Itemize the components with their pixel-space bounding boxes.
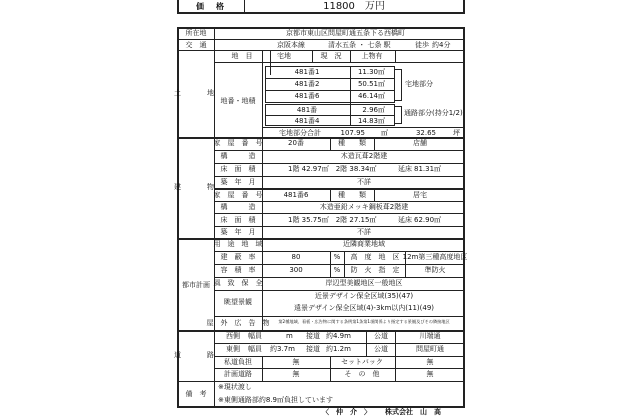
- lot-no: 481番2: [294, 80, 320, 88]
- yoseki-value: 300: [289, 266, 303, 274]
- kodo-value: 12m第三種高度地区: [402, 253, 468, 261]
- kokoku-value: 第2種地域、看板・広告物に関する条例第1条第1項関係より指定する景観及びその隣接地区: [278, 319, 450, 324]
- location-value: 京都市東山区問屋町通五条下る西橋町: [286, 29, 405, 37]
- nobe-value: 62.90㎡: [414, 216, 442, 224]
- total-sqm: 107.95: [340, 129, 365, 137]
- road-contact-label: 接道: [306, 345, 320, 353]
- percent-unit: %: [333, 266, 341, 274]
- nen-value: 不詳: [357, 228, 371, 236]
- boka-label: 防 火 指 定: [350, 266, 400, 274]
- kenpei-label: 建 蔽 率: [220, 253, 256, 261]
- shurui-label: 種 類: [338, 139, 366, 147]
- shido-value: 無: [292, 358, 300, 366]
- road-width-label: 幅員: [248, 332, 262, 340]
- kaoku-label: 家 屋 番 号: [213, 191, 263, 199]
- road-contact-value: 約4.9m: [326, 332, 351, 340]
- road-width-value: 約3.7m: [270, 345, 295, 353]
- note-residential: 宅地部分: [405, 80, 433, 88]
- road-width-label: 幅員: [248, 345, 262, 353]
- lots-label: 地番・地積: [220, 97, 256, 105]
- lot-no: 481番: [296, 106, 318, 114]
- shurui-value: 店舗: [413, 139, 427, 147]
- lot-area: 11.30㎡: [357, 68, 385, 76]
- kenpei-value: 80: [291, 253, 301, 261]
- remarks-label: 備 考: [185, 390, 207, 398]
- broker-name: 株式会社 山 高: [385, 408, 441, 416]
- lot-area: 50.51㎡: [357, 80, 385, 88]
- yuka-label: 床 面 積: [220, 216, 256, 224]
- total-label: 宅地部分合計: [279, 129, 321, 137]
- lot-no: 481番1: [294, 68, 320, 76]
- remark-line: ※東側通路部約8.9㎡負担しています: [218, 396, 333, 404]
- nen-label: 築 年 月: [220, 178, 256, 186]
- buildings-section-label: 建 物: [174, 183, 218, 191]
- access-station: 清水五条 ・ 七条 駅: [328, 41, 391, 49]
- road-name: 川端通: [419, 332, 441, 340]
- genkyo-label: 現 況: [320, 52, 342, 60]
- genkyo-value: 上物有: [361, 52, 383, 60]
- price-label: 価 格: [196, 2, 226, 11]
- shido-label: 私道負担: [224, 358, 252, 366]
- other-value: 無: [426, 370, 434, 378]
- kozo-value: 木造亜鉛メッキ鋼板葺2階建: [319, 203, 409, 211]
- kozo-label: 構 造: [220, 203, 256, 211]
- nobe-label: 延床: [398, 216, 412, 224]
- keikaku-label: 計画道路: [224, 370, 252, 378]
- keikaku-value: 無: [292, 370, 300, 378]
- yoto-value: 近隣商業地域: [343, 240, 385, 248]
- shurui-value: 居宅: [413, 191, 427, 199]
- keikan-label: 眺望景観: [224, 298, 252, 306]
- location-label: 所在地: [185, 29, 207, 37]
- keikan-line1: 近景デザイン保全区域(35)(47): [314, 292, 414, 300]
- kodo-label: 高 度 地 区: [350, 253, 400, 261]
- road-type: 公道: [374, 332, 388, 340]
- nen-value: 不詳: [357, 178, 371, 186]
- total-tsubo: 32.65: [415, 129, 436, 137]
- nobe-label: 延床: [398, 165, 412, 173]
- kaoku-value: 20番: [288, 139, 304, 147]
- lot-no: 481番4: [294, 117, 320, 125]
- lot-area: 14.83㎡: [357, 117, 385, 125]
- kokoku-label: 屋 外 広 告 物: [206, 319, 270, 327]
- yuka-label: 床 面 積: [220, 165, 256, 173]
- road-contact-value: 約1.2m: [326, 345, 351, 353]
- road-contact-label: 接道: [306, 332, 320, 340]
- remark-line: ※現状渡し: [218, 383, 252, 391]
- broker-label: 〈 仲 介 〉: [322, 408, 371, 416]
- shurui-label: 種 類: [338, 191, 366, 199]
- price-value: 11800 万円: [323, 1, 385, 12]
- kozo-value: 木造瓦葺2階建: [340, 152, 388, 160]
- road-dir: 東側: [226, 345, 240, 353]
- road-width-value: m: [286, 332, 293, 340]
- planning-section-label: 都市計画: [182, 281, 210, 289]
- kozo-label: 構 造: [220, 152, 256, 160]
- yuka-value: 1階 42.97㎡ 2階 38.34㎡: [288, 165, 377, 173]
- percent-unit: %: [333, 253, 341, 261]
- setback-value: 無: [426, 358, 434, 366]
- keikan-line2: 遠景デザイン保全区域(4)-3km以内(11)(49): [293, 304, 435, 312]
- tsubo-unit: 坪: [453, 129, 460, 137]
- access-label: 交 通: [185, 41, 207, 49]
- access-line: 京阪本線: [277, 41, 305, 49]
- fuchi-label: 風 致 保 全: [213, 279, 263, 287]
- yoseki-label: 容 積 率: [220, 266, 256, 274]
- road-name: 問屋町通: [416, 345, 444, 353]
- nen-label: 築 年 月: [220, 228, 256, 236]
- yoto-label: 用 途 地 域: [213, 240, 263, 248]
- road-dir: 西側: [226, 332, 240, 340]
- kaoku-label: 家 屋 番 号: [213, 139, 263, 147]
- road-type: 公道: [374, 345, 388, 353]
- lot-area: 2.96㎡: [362, 106, 385, 114]
- nobe-value: 81.31㎡: [414, 165, 442, 173]
- access-walk-value: 約4分: [432, 41, 451, 49]
- sqm-unit: ㎡: [381, 129, 388, 137]
- chimoku-label: 地 目: [231, 52, 253, 60]
- kaoku-value: 481番6: [283, 191, 309, 199]
- lot-area: 46.14㎡: [357, 92, 385, 100]
- lot-no: 481番6: [294, 92, 320, 100]
- note-road: 通路部分(持分1/2): [404, 109, 463, 117]
- fuchi-value: 岸辺型美観地区一般地区: [325, 279, 403, 287]
- chimoku-value: 宅地: [277, 52, 291, 60]
- yuka-value: 1階 35.75㎡ 2階 27.15㎡: [288, 216, 377, 224]
- roads-section-label: 道 路: [174, 351, 218, 359]
- boka-value: 準防火: [424, 266, 446, 274]
- land-section-label: 土 地: [174, 89, 218, 97]
- access-walk-label: 徒歩: [415, 41, 429, 49]
- setback-label: セットバック: [341, 358, 383, 366]
- other-label: そ の 他: [344, 370, 380, 378]
